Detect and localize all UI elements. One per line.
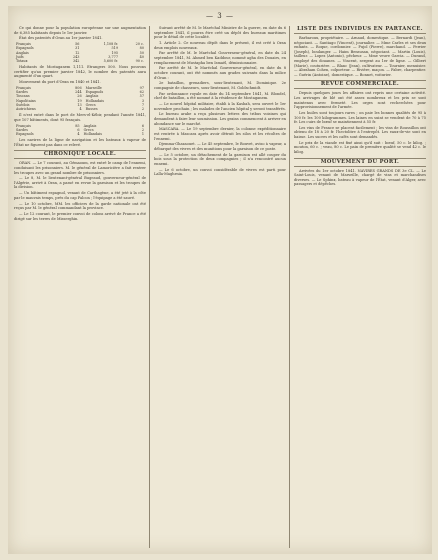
section-heading: LISTE DES INDIVIDUS EN PARTANCE.	[294, 26, 426, 34]
table-cell: 2	[141, 106, 144, 111]
table-cell: 3	[141, 98, 144, 103]
table-cell: Russes	[85, 106, 98, 111]
table-cell: 195	[111, 50, 118, 55]
table-cell: 85	[75, 123, 80, 128]
table-cell: Juifs	[16, 54, 24, 59]
table-cell: 6	[77, 127, 80, 132]
table-title: Mouvement du port d'Oran en 1840 et 1841.	[19, 80, 101, 85]
table-cell: Totaux	[16, 58, 28, 63]
table-cell: 5,600 fr.	[103, 58, 118, 63]
table-cell: Français	[16, 42, 31, 47]
table-cell: 90 c.	[135, 58, 144, 63]
table-cell: Napolitains	[16, 98, 36, 103]
paragraph: — Le 8, M. le lieutenant-général Bugeaud, gouverneur-général de l'Algérie, arrivé à Oran, a passé en revue la garnison et les troupes de la division.	[14, 176, 146, 190]
table-cell: Hollandais	[85, 98, 105, 103]
table-cell: Espagnols	[16, 131, 34, 136]
table-cell: 6	[141, 123, 144, 128]
paragraph: 1. Article 2. Ce nouveau dépôt dans le présent, il est créé à Oran deux emplois nouveaux.	[154, 40, 286, 50]
paragraph: Depuis quelques jours les affaires ont repris une certaine activité. Les arrivages de blé ont été assez nombreux et les prix se sont maintenus avec fermeté. Les orges sont recherchées pour l'approvisionnement de l'armée.	[294, 91, 426, 110]
column-3	[294, 26, 426, 548]
paragraph: Les vins de France se placent facilement ; les vins de Roussillon ont obtenu de 18 à 20 fr. l'hectolitre à l'entrepôt. Les eaux-de-vie sont en baisse. Les sucres et les cafés sont demandés.	[294, 125, 426, 140]
table-cell: 97	[139, 85, 144, 90]
page-number: — 3 —	[206, 12, 234, 20]
paragraph: ORAN. — Le 7 courant, au Gémaoum, est entré le camp de l'ennemi, conduisant les prisonniers. M. le général de Lamoricière a fait rentrer les troupes avec un grand nombre de prisonniers.	[14, 161, 146, 175]
paragraph: Il n'est entré dans le port de Mers-el-Kébir, pendant l'année 1841, que 107 bâtiments, dont 95 français.	[14, 113, 146, 122]
table-cell: 80	[139, 46, 144, 51]
paragraph: — Le 5 octobre, un détachement de la garnison est allé couper du bois sous la protection de deux compagnies ; il n'a rencontré aucun ennemi.	[154, 152, 286, 166]
column-divider	[149, 26, 150, 548]
table-cell: Anglais	[16, 50, 29, 55]
section-heading: REVUE COMMERCIALE.	[294, 80, 426, 89]
table-cell: Français	[16, 85, 31, 90]
table-cell: 31	[75, 46, 80, 51]
table-row	[14, 132, 146, 136]
table-cell: 519	[111, 46, 118, 51]
table-cell: Grecs	[83, 127, 94, 132]
paragraph: Barbaroux, propriétaire. — Arnaud, domestique. — Bernardi (Jean), négociant. — Santiago (Vincent), journalier. — Mme Carles et ses deux enfants. — Roque, cordonnier. — Pujol (Pierre), marchand. — Ferrier (Joseph), boulanger. — Haim Bensusan, négociant. — Martin (Louis), tailleur. — Lopez (Antonio), pêcheur. — Mme veuve Garcia. — Durand, employé des douanes. — Vincent, sergent au 1er de ligne. — Gilbert (Marie), couturière. — Blanc (Jean), cultivateur. — Tournier, menuisier. — Abraham Cohen, colporteur. — Rivière, maçon. — Fabre, charpentier. — Guérin (Antoine), domestique. — Bonnet, voiturier.	[294, 36, 426, 77]
column-1	[14, 26, 146, 548]
paragraph: Les navires de la ligne de navigation et les bateaux à vapeur de l'État ne figurent pas dans ce relevé.	[14, 138, 146, 147]
column-divider	[289, 26, 290, 548]
paragraph: — Le 10 octobre, MM. les officiers de la garde nationale ont été reçus par M. le général commandant la province.	[14, 201, 146, 211]
paragraph: Le prix de la viande est fixé ainsi qu'il suit : bœuf, 50 c. le kilog. ; mouton, 60 c. ; veau, 80 c. Le pain de première qualité se vend 42 c. le kilog.	[294, 140, 426, 155]
table-cell: Suédois	[16, 102, 30, 107]
newspaper-page	[8, 6, 432, 554]
table-cell: 342	[72, 58, 80, 63]
paragraph: Ce qui donne pour la population européenne sur une augmentation de 6,385 habitants depuis le 1er janvier.	[14, 26, 146, 35]
patentes-table	[14, 42, 146, 63]
paragraph: MASCARA. — Le 19 septembre dernier, la colonne expéditionnaire est rentrée à Mascara après avoir détruit les silos et les récoltes de l'ennemi.	[154, 127, 286, 141]
table-row	[14, 107, 146, 111]
paragraph: — Le 12 courant, le premier convoi de colons arrivé de France a été dirigé sur les terres de Misserghin.	[14, 212, 146, 221]
table-cell: 4	[79, 106, 82, 111]
paragraph: Le bureau arabe a reçu plusieurs lettres des tribus voisines qui demandent à faire leur soumission. Les grains commencent à arriver en abondance sur le marché.	[154, 112, 286, 126]
table-cell: 13	[77, 102, 82, 107]
table-cell: 50	[139, 50, 144, 55]
paragraph: — Le 6 octobre, un convoi considérable de vivres est parti pour Lalla-Maghrnia.	[154, 167, 286, 177]
section-heading: CHRONIQUE LOCALE.	[14, 150, 146, 159]
table-cell: Autrichiens	[16, 106, 36, 111]
port-movement-table	[14, 86, 146, 111]
table-cell: Marseille	[85, 85, 102, 90]
table-cell: 56	[75, 42, 80, 47]
paragraph: Arrivées du 1er octobre 1841. NAVIRES GRANDS DE 3e CL. — Le Saint-Louis, venant de Marseille, chargé de vins et marchandises diverses. — Le Sphinx, bateau à vapeur de l'État, venant d'Alger, avec passagers et dépêches.	[294, 168, 426, 187]
table-cell: Toscans	[16, 94, 30, 99]
table-cell: 40	[139, 54, 144, 59]
table-title: État des patentés d'Oran au 1er janvier 1841.	[19, 36, 103, 41]
paragraph: Djemma-Ghazaouet. — Le 45 septembre, le Bouvet, aviso à vapeur, a débarqué des vivres et des munitions pour la garnison de ce poste.	[154, 142, 286, 151]
column-2	[154, 26, 286, 548]
paragraph: Les huiles sont toujours rares ; on paie les bonnes qualités de 95 à 100 fr. les 100 kilogrammes. Les laines en suint se vendent de 70 à 75 fr. Les cuirs de bœuf se maintiennent à 55 fr.	[294, 110, 426, 125]
paragraph: — Un bâtiment espagnol, venant de Carthagène, a été jeté à la côte par le mauvais temps, près du cap Falcon ; l'équipage a été sauvé.	[14, 191, 146, 200]
paragraph: 2e bataillon, grenadiers, sous-lieutenant, M. Dominique. 2e compagnie de chasseurs, sous-lieutenant, M. Goldschmidt.	[154, 81, 286, 90]
table-cell: 57	[139, 94, 144, 99]
table-cell: 243	[72, 54, 80, 59]
paragraph: Par ordonnance royale en date du 14 septembre 1841, M. Blondel, chef de bataillon, a été nommé à la résidence de Mostaganem.	[154, 91, 286, 101]
table-cell: 62	[139, 90, 144, 95]
table-cell: 3,777	[108, 54, 118, 59]
table-cell: 12	[75, 50, 80, 55]
table-cell: Anglais	[83, 123, 97, 128]
table-cell: Français	[16, 123, 31, 128]
paragraph: Habitants de Mostaganem 1,111. Etrangers 500. Nous pouvons certifier qu'au premier janvier 1842, le nombre des patentés aura augmenté d'un quart.	[14, 65, 146, 79]
paragraph: — Le nouvel hôpital militaire, établi à la Kasbah, sera ouvert le 1er novembre prochain ; les malades de l'ancien hôpital y seront transférés.	[154, 102, 286, 111]
table-cell: 2	[141, 127, 144, 132]
table-cell: Hollandais	[83, 131, 102, 136]
table-cell: Sardes	[16, 127, 28, 132]
mers-el-kebir-table	[14, 124, 146, 137]
paragraph: Par arrêté de M. le Maréchal Gouverneur-général, en date du 8 octobre courant, ont été nommés aux grades suivants dans la milice d'Oran :	[154, 66, 286, 80]
table-cell: Anglais	[85, 94, 99, 99]
table-cell: 4	[77, 131, 80, 136]
table-cell: 244	[75, 90, 82, 95]
table-cell: 19	[77, 98, 82, 103]
table-row	[14, 59, 146, 63]
table-cell: Espagnols	[16, 46, 34, 51]
table-cell: 20 c.	[135, 42, 144, 47]
table-cell: Espagnols	[85, 90, 104, 95]
table-cell: Sardes	[16, 90, 28, 95]
table-cell: Grecs	[85, 102, 96, 107]
paragraph: Par arrêté de M. le Maréchal Gouverneur-général, en date du 24 septembre 1841, M. Ahmed ben Kaddour, nommé agha des Douairs, en remplacement de Mustapha ben Ismaël, démissionnaire.	[154, 51, 286, 65]
table-cell: 7	[141, 102, 144, 107]
table-cell: 1	[141, 131, 144, 136]
paragraph: Suivant arrêté de M. le Maréchal Ministre de la guerre, en date du 6 septembre 1841, il pourra être créé un dépôt des bureaux maritimes pour le détail de cette localité.	[154, 26, 286, 40]
section-heading: MOUVEMENT DU PORT.	[294, 158, 426, 167]
table-cell: 1,108 fr.	[103, 42, 118, 47]
table-cell: 806	[75, 85, 82, 90]
table-cell: 26	[77, 94, 82, 99]
